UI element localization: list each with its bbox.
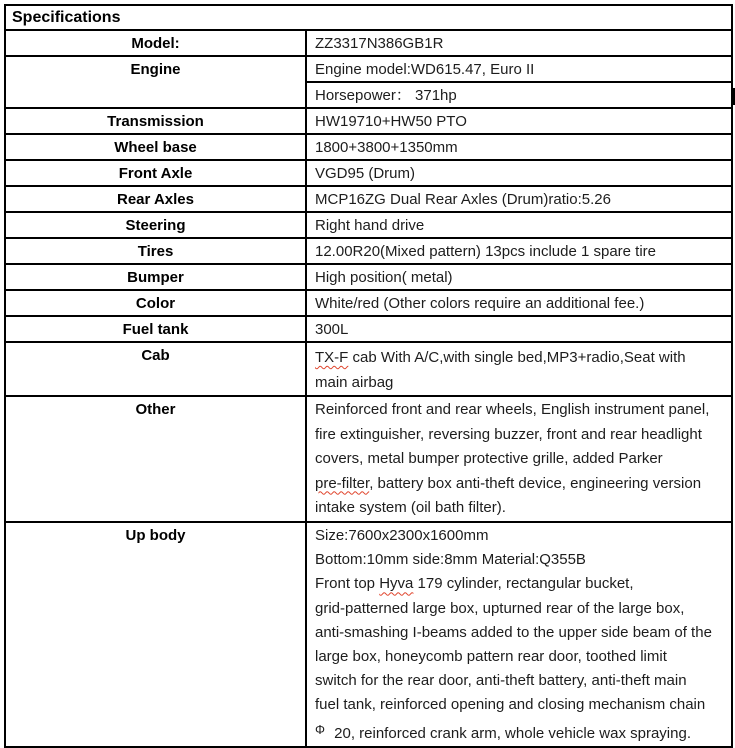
row-transmission bbox=[5, 108, 732, 134]
row-label-color: Color bbox=[5, 290, 306, 316]
upbody-line-2: Bottom:10mm side:8mm Material:Q355B bbox=[315, 551, 586, 569]
upbody-line-1: Size:7600x2300x1600mm bbox=[315, 527, 489, 544]
row-label-cab: Cab bbox=[5, 342, 306, 396]
cab-line-1-text: cab With A/C,with single bed,MP3+radio,Seat with bbox=[348, 349, 686, 366]
row-engine bbox=[5, 56, 732, 82]
row-color bbox=[5, 290, 732, 316]
row-value-bumper: High position( metal) bbox=[306, 264, 732, 290]
row-rear-axles bbox=[5, 186, 732, 212]
row-value-cab bbox=[306, 342, 732, 396]
row-bumper bbox=[5, 264, 732, 290]
row-up-body bbox=[5, 522, 732, 747]
row-front-axle bbox=[5, 160, 732, 186]
row-label-other: Other bbox=[5, 396, 306, 522]
row-value-model: ZZ3317N386GB1R bbox=[306, 30, 732, 56]
row-value-transmission: HW19710+HW50 PTO bbox=[306, 108, 732, 134]
row-value-tires: 12.00R20(Mixed pattern) 13pcs include 1 spare tire bbox=[306, 238, 732, 264]
row-label-transmission: Transmission bbox=[5, 108, 306, 134]
misspelled-word-hyva: Hyva bbox=[379, 575, 414, 593]
upbody-line-6: large box, honeycomb pattern rear door, toothed limit bbox=[315, 648, 667, 666]
upbody-line-7: switch for the rear door, anti-theft battery, anti-theft main bbox=[315, 672, 687, 690]
row-fuel-tank bbox=[5, 316, 732, 342]
row-label-wheel-base: Wheel base bbox=[5, 134, 306, 160]
diameter-phi-symbol: Φ bbox=[315, 722, 325, 737]
upbody-line-4: grid-patterned large box, upturned rear of the large box, bbox=[315, 599, 685, 617]
other-line-5: intake system (oil bath filter). bbox=[315, 499, 506, 516]
specifications-table bbox=[4, 4, 733, 748]
row-wheel-base bbox=[5, 134, 732, 160]
other-line-3: covers, metal bumper protective grille, added Parker bbox=[315, 450, 663, 467]
row-value-other bbox=[306, 396, 732, 522]
row-label-fuel-tank: Fuel tank bbox=[5, 316, 306, 342]
table-title: Specifications bbox=[5, 5, 732, 30]
cab-line-2: main airbag bbox=[315, 374, 394, 391]
row-label-steering: Steering bbox=[5, 212, 306, 238]
upbody-line-3 bbox=[315, 572, 725, 596]
engine-horsepower-value: Horsepower： 371hp bbox=[306, 82, 732, 108]
row-label-bumper: Bumper bbox=[5, 264, 306, 290]
misspelled-word-txf: TX-F bbox=[315, 349, 349, 366]
cab-line-1 bbox=[315, 345, 725, 370]
row-value-steering: Right hand drive bbox=[306, 212, 732, 238]
row-cab bbox=[5, 342, 732, 396]
other-line-1: Reinforced front and rear wheels, English instrument panel, bbox=[315, 401, 710, 418]
row-label-up-body: Up body bbox=[5, 522, 306, 747]
row-value-color: White/red (Other colors require an additional fee.) bbox=[306, 290, 732, 316]
row-value-up-body bbox=[306, 522, 732, 747]
row-model bbox=[5, 30, 732, 56]
row-value-rear-axles: MCP16ZG Dual Rear Axles (Drum)ratio:5.26 bbox=[306, 186, 732, 212]
upbody-line-8: fuel tank, reinforced opening and closing mechanism chain bbox=[315, 696, 706, 714]
upbody-line-3-text: 179 cylinder, rectangular bucket, bbox=[413, 575, 634, 593]
upbody-line-9-text: 20, reinforced crank arm, whole vehicle wax spraying. bbox=[329, 724, 691, 742]
row-label-model: Model: bbox=[5, 30, 306, 56]
other-line-2: fire extinguisher, reversing buzzer, front and rear headlight bbox=[315, 425, 702, 443]
upbody-line-3-pre: Front top bbox=[315, 575, 380, 593]
engine-model-value: Engine model:WD615.47, Euro II bbox=[306, 56, 732, 82]
row-value-fuel-tank: 300L bbox=[306, 316, 732, 342]
row-label-engine: Engine bbox=[5, 56, 306, 108]
row-value-front-axle: VGD95 (Drum) bbox=[306, 160, 732, 186]
stray-mark bbox=[731, 88, 735, 105]
other-line-4 bbox=[315, 472, 725, 497]
row-label-rear-axles: Rear Axles bbox=[5, 186, 306, 212]
upbody-line-5: anti-smashing I-beams added to the upper side beam of the bbox=[315, 623, 712, 641]
row-tires bbox=[5, 238, 732, 264]
row-value-wheel-base: 1800+3800+1350mm bbox=[306, 134, 732, 160]
other-line-4-text: , battery box anti-theft device, engineering version bbox=[369, 474, 702, 492]
row-label-front-axle: Front Axle bbox=[5, 160, 306, 186]
row-other bbox=[5, 396, 732, 522]
row-steering bbox=[5, 212, 732, 238]
title-row bbox=[5, 5, 732, 30]
row-label-tires: Tires bbox=[5, 238, 306, 264]
misspelled-word-prefilter: pre-filter bbox=[315, 474, 370, 492]
